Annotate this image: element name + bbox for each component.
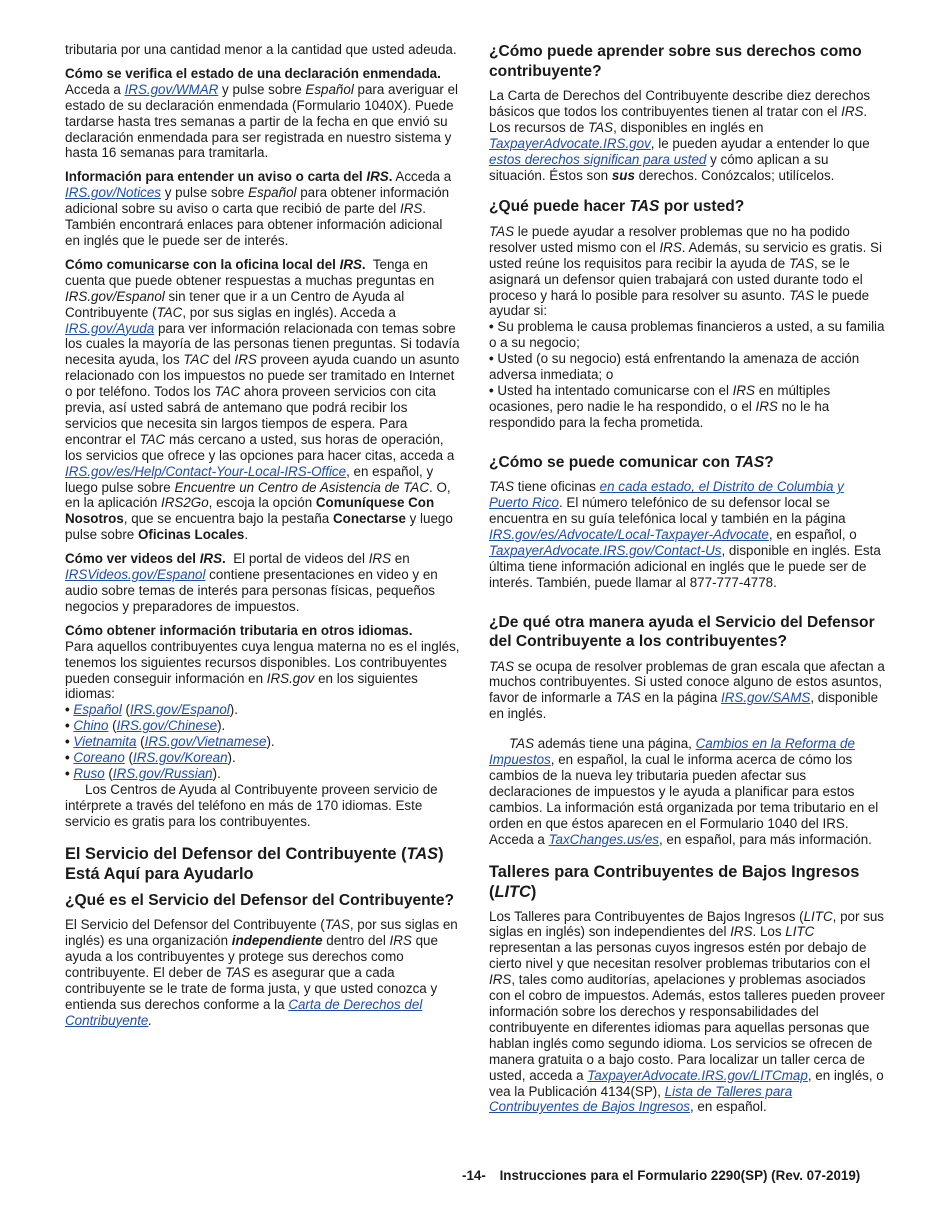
- contact-tas-paragraph: TAS tiene oficinas en cada estado, el Distrito de Columbia y Puerto Rico. El número telefónico de su defensor local se encuentra en su guía telefónica local y también en la página IRS.gov/es/Advocate/Local-Taxpayer-Advocate, en español, o TaxpayerAdvocate.IRS.gov/Contact-Us, disponible en inglés. Esta última tiene información adicional en inglés que le puede ser de interés. También, puede llamar al 877-777-4778.: [489, 479, 881, 590]
- link-espanol[interactable]: Español: [73, 702, 122, 718]
- link-local-taxpayer-advocate[interactable]: IRS.gov/es/Advocate/Local-Taxpayer-Advocate: [489, 526, 769, 542]
- list-item: • Chino (IRS.gov/Chinese).: [65, 718, 461, 734]
- notice-lead: Información para entender un aviso o carta del IRS.: [65, 169, 393, 185]
- link-contact-us[interactable]: TaxpayerAdvocate.IRS.gov/Contact-Us: [489, 542, 722, 558]
- videos-section: Cómo ver videos del IRS. El portal de videos del IRS en IRSVideos.gov/Espanol contiene presentaciones en video y en audio sobre temas de interés para personas físicas, pequeños negocios y preparadores de impuestos.: [65, 551, 438, 614]
- tas-help-list: [489, 319, 885, 430]
- link-offices-every-state[interactable]: en cada estado, el Distrito de Columbia y Puerto Rico: [489, 479, 844, 511]
- other-help-heading: ¿De qué otra manera ayuda el Servicio del Defensor del Contribuyente a los contribuyentes?: [489, 613, 875, 651]
- link-irs-videos[interactable]: IRSVideos.gov/Espanol: [65, 567, 206, 583]
- amended-return-lead: Cómo se verifica el estado de una declaración enmendada.: [65, 65, 441, 81]
- link-litc-list[interactable]: Lista de Talleres para Contribuyentes de Bajos Ingresos: [489, 1083, 793, 1115]
- link-chino[interactable]: Chino: [73, 718, 109, 734]
- link-vietnamita[interactable]: Vietnamita: [73, 734, 137, 750]
- link-local-irs-office[interactable]: IRS.gov/es/Help/Contact-Your-Local-IRS-Office: [65, 463, 347, 479]
- amended-return-section: Cómo se verifica el estado de una declaración enmendada. Acceda a IRS.gov/WMAR y pulse sobre Español para averiguar el estado de su declaración enmendada (Formulario 1040X). Puede tardarse hasta tres semanas a partir de la fecha en que envió su declaración enmendada para ser registrada en nuestro sistema y hasta 16 semanas para tramitarla.: [65, 65, 459, 161]
- link-irs-russian[interactable]: IRS.gov/Russian: [112, 765, 213, 781]
- notice-section: Información para entender un aviso o carta del IRS. Acceda a IRS.gov/Notices y pulse sobre Español para obtener información adicional sobre su aviso o carta que recibió de parte del IRS. También encontrará enlaces para obtener información adicional en inglés que le puede ser de interés.: [65, 169, 452, 248]
- link-taxpayer-bill-of-rights[interactable]: Carta de Derechos del Contribuyente: [65, 996, 423, 1028]
- tax-reform-paragraph: TAS además tiene una página, Cambios en la Reforma de Impuestos, en español, la cual le informa acerca de cómo los cambios de la nueva ley tributaria pueden afectar sus declaraciones de impuestos y le ayuda a planificar para estos cambios. La información está organizada por tema tributario en el orden en que éstos aparecen en el Formulario 1040 del IRS. Acceda a TaxChanges.us/es, en español, para más información.: [489, 736, 879, 847]
- languages-section: Cómo obtener información tributaria en otros idiomas. Para aquellos contribuyentes cuya lengua materna no es el inglés, tenemos los siguientes recursos disponibles. Los contribuyentes pueden conseguir información en IRS.gov en los siguientes idiomas:: [65, 622, 460, 702]
- list-item: • Usted (o su negocio) está enfrentando la amenaza de acción adversa inmediata; o: [489, 351, 885, 383]
- local-office-section: Cómo comunicarse con la oficina local del IRS. Tenga en cuenta que puede obtener respuestas a muchas preguntas en IRS.gov/Espanol sin tener que ir a un Centro de Ayuda al Contribuyente (TAC, por sus siglas en inglés). Acceda a IRS.gov/Ayuda para ver información relacionada con temas sobre los cuales la mayoría de las personas tienen preguntas. Si todavía necesita ayuda, los TAC del IRS proveen ayuda cuando un asunto relacionado con los impuestos no puede ser tramitado en Internet o por teléfono. Todos los TAC ahora proveen servicios con cita previa, así usted sabrá de antemano que podrá recibir los servicios que necesita sin largos tiempos de espera. Para encontrar el TAC más cercano a usted, sus horas de operación, los servicios que ofrece y las opciones para hacer citas, acceda a IRS.gov/es/Help/Contact-Your-Local-IRS-Office, en español, y luego pulse sobre Encuentre un Centro de Asistencia de TAC. O, en la aplicación IRS2Go, escoja la opción Comuníquese Con Nosotros, que se encuentra bajo la pestaña Conectarse y luego pulse sobre Oficinas Locales.: [65, 256, 460, 543]
- link-rights-meaning[interactable]: estos derechos significan para usted: [489, 151, 707, 167]
- list-item: • Vietnamita (IRS.gov/Vietnamese).: [65, 734, 461, 750]
- link-ruso[interactable]: Ruso: [73, 765, 105, 781]
- local-office-lead: Cómo comunicarse con la oficina local del IRS.: [65, 256, 366, 272]
- languages-lead: Cómo obtener información tributaria en otros idiomas.: [65, 622, 413, 638]
- videos-lead: Cómo ver videos del IRS.: [65, 551, 226, 567]
- link-irs-vietnamese[interactable]: IRS.gov/Vietnamese: [144, 734, 267, 750]
- rights-paragraph: La Carta de Derechos del Contribuyente describe diez derechos básicos que todos los contribuyentes tienen al tratar con el IRS. Los recursos de TAS, disponibles en inglés en TaxpayerAdvocate.IRS.gov, le pueden ayudar a entender lo que estos derechos significan para usted y cómo aplican a su situación. Éstos son sus derechos. Conózcalos; utilícelos.: [489, 88, 871, 183]
- link-irs-korean[interactable]: IRS.gov/Korean: [132, 750, 228, 766]
- list-item: • Usted ha intentado comunicarse con el IRS en múltiples ocasiones, pero nadie le ha respondido, o el IRS no le ha respondido para la fecha prometida.: [489, 383, 885, 431]
- link-irs-wmar[interactable]: IRS.gov/WMAR: [124, 81, 219, 97]
- languages-list: [65, 702, 461, 782]
- page-footer: [462, 1168, 860, 1183]
- page-number: -14-: [462, 1168, 486, 1183]
- left-column: [65, 42, 461, 1036]
- link-taxpayer-advocate[interactable]: TaxpayerAdvocate.IRS.gov: [489, 135, 651, 151]
- tas-what-paragraph: El Servicio del Defensor del Contribuyente (TAS, por sus siglas en inglés) es una organización independiente dentro del IRS que ayuda a los contribuyentes y protege sus derechos como contribuyente. El deber de TAS es asegurar que a cada contribuyente se le trate de forma justa, y que usted conozca y entienda sus derechos conforme a la Carta de Derechos del Contribuyente.: [65, 917, 458, 1028]
- contact-tas-heading: ¿Cómo se puede comunicar con TAS?: [489, 453, 774, 471]
- litc-heading: Talleres para Contribuyentes de Bajos Ingresos (LITC): [489, 862, 860, 901]
- interpreter-paragraph: Los Centros de Ayuda al Contribuyente proveen servicio de intérprete a través del teléfono en más de 170 idiomas. Este servicio es gratis para los contribuyentes.: [65, 781, 438, 829]
- rights-heading: ¿Cómo puede aprender sobre sus derechos como contribuyente?: [489, 43, 862, 80]
- list-item: • Ruso (IRS.gov/Russian).: [65, 766, 461, 782]
- tas-help-heading: ¿Qué puede hacer TAS por usted?: [489, 198, 745, 216]
- link-coreano[interactable]: Coreano: [73, 750, 125, 766]
- link-irs-sams[interactable]: IRS.gov/SAMS: [721, 690, 811, 706]
- list-item: • Su problema le causa problemas financieros a usted, a su familia o a su negocio;: [489, 319, 885, 351]
- link-tax-reform-changes[interactable]: Cambios en la Reforma de Impuestos: [489, 736, 855, 768]
- right-column: [489, 42, 885, 1123]
- link-irs-notices[interactable]: IRS.gov/Notices: [65, 185, 162, 201]
- tas-what-heading: ¿Qué es el Servicio del Defensor del Contribuyente?: [65, 891, 455, 909]
- document-title: Instrucciones para el Formulario 2290(SP) (Rev. 07-2019): [499, 1168, 861, 1183]
- link-tax-changes[interactable]: TaxChanges.us/es: [548, 831, 659, 847]
- link-irs-ayuda[interactable]: IRS.gov/Ayuda: [65, 320, 155, 336]
- litc-paragraph: Los Talleres para Contribuyentes de Bajos Ingresos (LITC, por sus siglas en inglés) son independientes del IRS. Los LITC representan a las personas cuyos ingresos estén por debajo de cierto nivel y que necesitan resolver problemas tributarios con el IRS, tales como auditorías, apelaciones y problemas asociados con el cobro de impuestos. Además, estos talleres pueden proveer información sobre los derechos y responsabilidades del contribuyente en diferentes idiomas para aquellas personas que hablan inglés como segundo idioma. Los servicios se ofrecen de manera gratuita o a bajo costo. Para localizar un taller cerca de usted, acceda a TaxpayerAdvocate.IRS.gov/LITCmap, en inglés, o vea la Publicación 4134(SP), Lista de Talleres para Contribuyentes de Bajos Ingresos, en español.: [489, 908, 885, 1115]
- link-litc-map[interactable]: TaxpayerAdvocate.IRS.gov/LITCmap: [587, 1067, 808, 1083]
- tas-help-paragraph: TAS le puede ayudar a resolver problemas que no ha podido resolver usted mismo con el IRS. Además, su servicio es gratis. Si usted reúne los requisitos para recibir la ayuda de TAS, se le asignará un defensor quien trabajará con usted durante todo el proceso y hará lo posible para resolver su asunto. TAS le puede ayudar si:: [489, 223, 882, 319]
- list-item: • Coreano (IRS.gov/Korean).: [65, 750, 461, 766]
- list-item: • Español (IRS.gov/Espanol).: [65, 702, 461, 718]
- link-irs-espanol[interactable]: IRS.gov/Espanol: [130, 702, 230, 718]
- other-help-paragraph: TAS se ocupa de resolver problemas de gran escala que afectan a muchos contribuyentes. Si usted conoce alguno de estos asuntos, favor de informarle a TAS en la página IRS.gov/SAMS, disponible en inglés.: [489, 658, 885, 722]
- tas-heading: El Servicio del Defensor del Contribuyente (TAS) Está Aquí para Ayudarlo: [65, 844, 444, 883]
- paragraph-continuation: tributaria por una cantidad menor a la cantidad que usted adeuda.: [65, 42, 457, 57]
- link-irs-chinese[interactable]: IRS.gov/Chinese: [116, 718, 218, 734]
